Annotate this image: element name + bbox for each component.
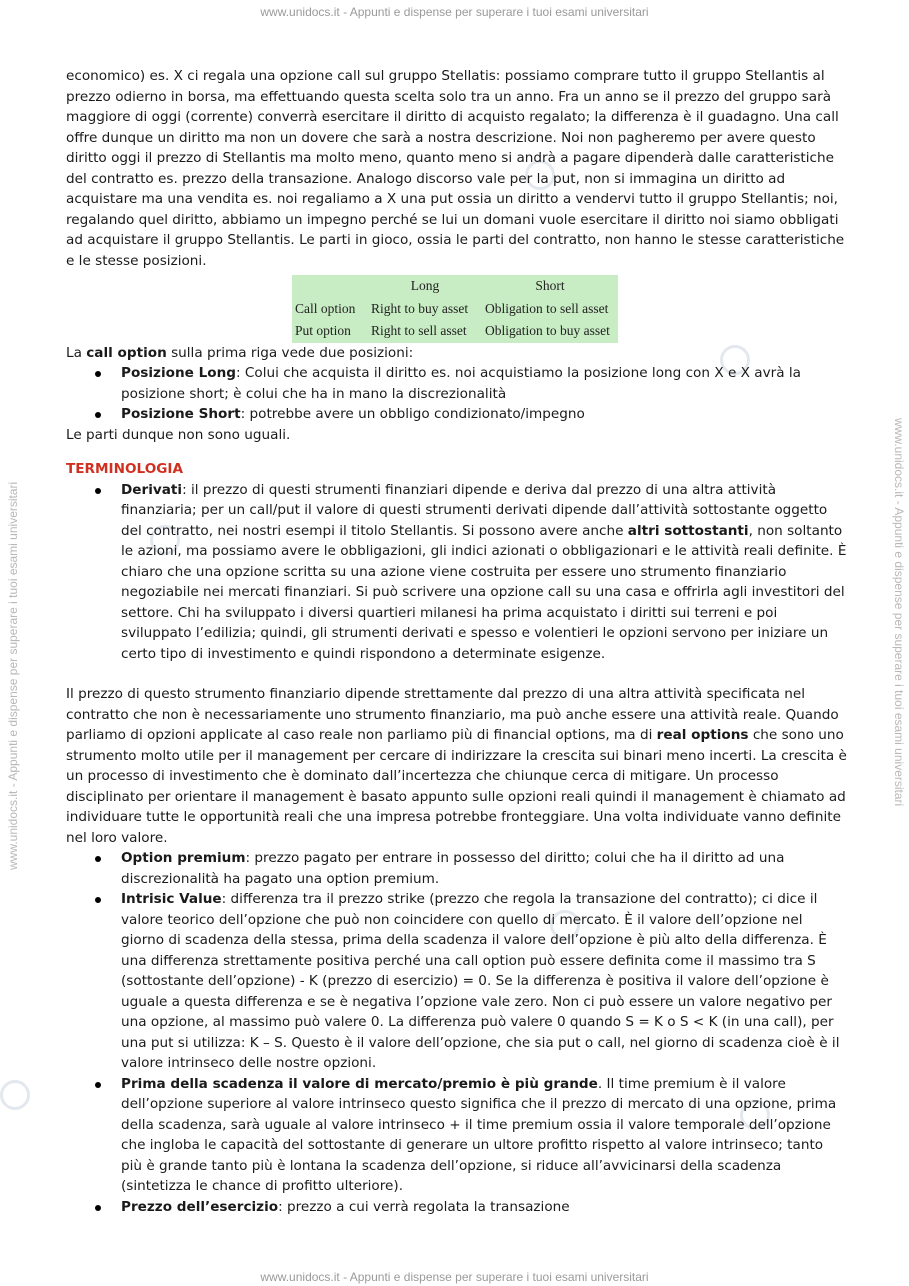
table-row	[292, 320, 618, 343]
list-item-text: : differenza tra il prezzo strike (prezzo che regola la transazione del contratto); ci dice il valore teorico dell’opzione che può non coincidere con quello di mercato. È il valore dell’opzione nel giorno di scadenza della stessa, prima della scadenza il valore dell’opzione è più alto della differenza. È una differenza strettamente positiva perché una call option può essere definita come il massimo tra S (sottostante dell’opzione) - K (prezzo di esercizio) = 0. Se la differenza è positiva il valore dell’opzione è uguale a questa differenza e se è negativa l’opzione vale zero. Non ci può essere un valore negativo per una opzione, al massimo può valere 0. La differenza può valere 0 quando S = K o S < K (in una call), per una put si utilizza: K – S. Questo è il valore dell’opzione, che sia put o call, nel giorno di scadenza cioè è il valore intrinseco delle nostre opzioni.	[121, 891, 840, 1071]
table-header-row	[292, 275, 618, 298]
table-header-cell	[292, 275, 368, 298]
watermark-logo-icon	[0, 1080, 30, 1110]
list-item-term: Prezzo dell’esercizio	[121, 1198, 279, 1215]
spacer	[66, 664, 848, 684]
terms-list	[66, 848, 848, 1217]
list-item-term: Prima della scadenza il valore di mercato/premio è più grande	[121, 1075, 598, 1092]
table-cell: Call option	[295, 300, 356, 316]
list-item	[121, 480, 848, 665]
list-item	[121, 889, 848, 1074]
list-item	[121, 363, 848, 404]
call-line-bold: call option	[86, 344, 167, 361]
list-item-text: , non soltanto le azioni, ma possiamo avere le obbligazioni, gli indici azionati o obbligazionari e le attività reali definite. È chiaro che una opzione scritta su una azione viene costruita per essere uno strumento finanziario negoziabile nei mercati finanziari. Si può scrivere una opzione call su una casa e offrirla agli investitori del settore. Chi ha sviluppato i diversi quartieri milanesi ha prima acquistato i diritti sui terreni e poi sviluppato l’edilizia; quindi, gli strumenti derivati e spesso e volentieri le opzioni servono per iniziare un certo tipo di investimento e quindi rispondono a determinate esigenze.	[121, 522, 847, 662]
list-item	[121, 404, 848, 425]
table-header-cell: Short	[535, 278, 565, 293]
list-item-term: Intrisic Value	[121, 891, 222, 907]
list-item	[121, 1074, 848, 1197]
list-item-text: : prezzo a cui verrà regolata la transazione	[278, 1198, 570, 1215]
options-table	[292, 275, 618, 343]
list-item-term: Option premium	[121, 850, 246, 866]
list-item-text: : potrebbe avere un obbligo condizionato/impegno	[240, 406, 585, 422]
list-item-term: Posizione Short	[121, 406, 241, 422]
list-item	[121, 848, 848, 889]
list-item-term: Posizione Long	[121, 365, 237, 381]
watermark-bottom: www.unidocs.it - Appunti e dispense per superare i tuoi esami universitari	[260, 1270, 649, 1284]
table-row	[292, 298, 618, 321]
list-item-text: . Il time premium è il valore dell’opzione superiore al valore intrinseco questo significa che il prezzo di mercato di una opzione, prima della scadenza, sarà uguale al valore intrinseco + il time premium ossia il valore temporale dell’opzione che ingloba le capacità del sottostante di generare un ultore profitto rispetto al valore intrinseco; tanto più è grande tanto più è lontana la scadenza dell’opzione, si riduce all’avvicinarsi della scadenza (sintetizza le chance di profitto ulteriore).	[121, 1075, 837, 1194]
table-cell: Put option	[295, 323, 351, 338]
table-header-cell: Long	[410, 278, 440, 293]
list-item-text: : il prezzo di questi strumenti finanziari dipende e deriva dal prezzo di una altra attività finanziaria; per un call/put il valore di questi strumenti derivati dipende dall’attività sottostante oggetto del contratto, nei nostri esempi il titolo Stellantis. Si possono avere anche	[121, 481, 828, 539]
parts-line: Le parti dunque non sono uguali.	[66, 426, 291, 443]
paragraph-text: che sono uno strumento molto utile per il management per cercare di indirizzare la crescita sui binari meno incerti. La crescita è un processo di investimento che è dominato dall’incertezza che chiunque cerca di mitigare. Un processo disciplinato per orientare il management è basato appunto sulle opzioni reali quindi il management è chiamato ad individuare tutte le opportunità reali che una impresa potrebbe fronteggiare. Una volta individuate vanno definite nel loro valore.	[66, 727, 847, 846]
positions-list	[66, 363, 848, 425]
list-item-term: Derivati	[121, 481, 183, 498]
options-table-wrap	[292, 275, 848, 343]
list-item-bold-inline: altri sottostanti	[627, 522, 749, 539]
paragraph-text: Il prezzo di questo strumento finanziario dipende strettamente dal prezzo di una altra attività specificata nel contratto che non è necessariamente uno strumento finanziario, ma può anche essere una attività reale. Quando parliamo di opzioni applicate al caso reale non parliamo più di financial options, ma di	[66, 686, 839, 743]
intro-paragraph: economico) es. X ci regala una opzione call sul gruppo Stellatis: possiamo comprare tutto il gruppo Stellantis al prezzo odierno in borsa, ma effettuando questa scelta solo tra un anno. Fra un anno se il prezzo del gruppo sarà maggiore di oggi (corrente) converrà esercitare il diritto di acquisto regalato; la differenza è il guadagno. Una call offre dunque un diritto ma non un dovere che sarà a nostra descrizione. Noi non pagheremo per avere questo diritto oggi il prezzo di Stellantis ma molto meno, quanto meno si andrà a pagare dipenderà dalle caratteristiche del contratto es. prezzo della transazione. Analogo discorso vale per la put, non si immagina un diritto ad acquistare ma una vendita es. noi regaliamo a X una put ossia un diritto a vendervi tutto il gruppo Stellantis; noi, regalando quel diritto, abbiamo un impegno perché se lui un domani vuole esercitare il diritto noi siamo obbligati ad acquistare il gruppo Stellantis. Le parti in gioco, ossia le parti del contratto, non hanno le stesse caratteristiche e le stesse posizioni.	[66, 68, 845, 269]
list-item-text: : prezzo pagato per entrare in possesso del diritto; colui che ha il diritto ad una discrezionalità ha pagato una option premium.	[121, 850, 785, 887]
watermark-left: www.unidocs.it - Appunti e dispense per superare i tuoi esami universitari	[6, 481, 20, 870]
list-item	[121, 1197, 848, 1218]
section-heading: TERMINOLOGIA	[66, 461, 184, 477]
table-cell: Obligation to buy asset	[485, 323, 610, 338]
call-option-line	[66, 343, 848, 364]
list-item-text: : Colui che acquista il diritto es. noi acquistiamo la posizione long con X e X avrà la posizione short; è colui che ha in mano la discrezionalità	[121, 365, 801, 402]
document-body	[66, 66, 848, 1217]
call-line-post: sulla prima riga vede due posizioni:	[166, 344, 414, 361]
call-line-pre: La	[66, 344, 87, 361]
table-cell: Right to buy asset	[371, 300, 469, 316]
table-cell: Right to sell asset	[371, 323, 467, 338]
derivati-list	[66, 480, 848, 665]
real-options-paragraph	[66, 684, 848, 848]
watermark-top: www.unidocs.it - Appunti e dispense per superare i tuoi esami universitari	[260, 5, 649, 19]
watermark-right: www.unidocs.it - Appunti e dispense per superare i tuoi esami universitari	[892, 418, 906, 807]
paragraph-bold: real options	[656, 727, 749, 743]
table-cell: Obligation to sell asset	[485, 300, 609, 316]
